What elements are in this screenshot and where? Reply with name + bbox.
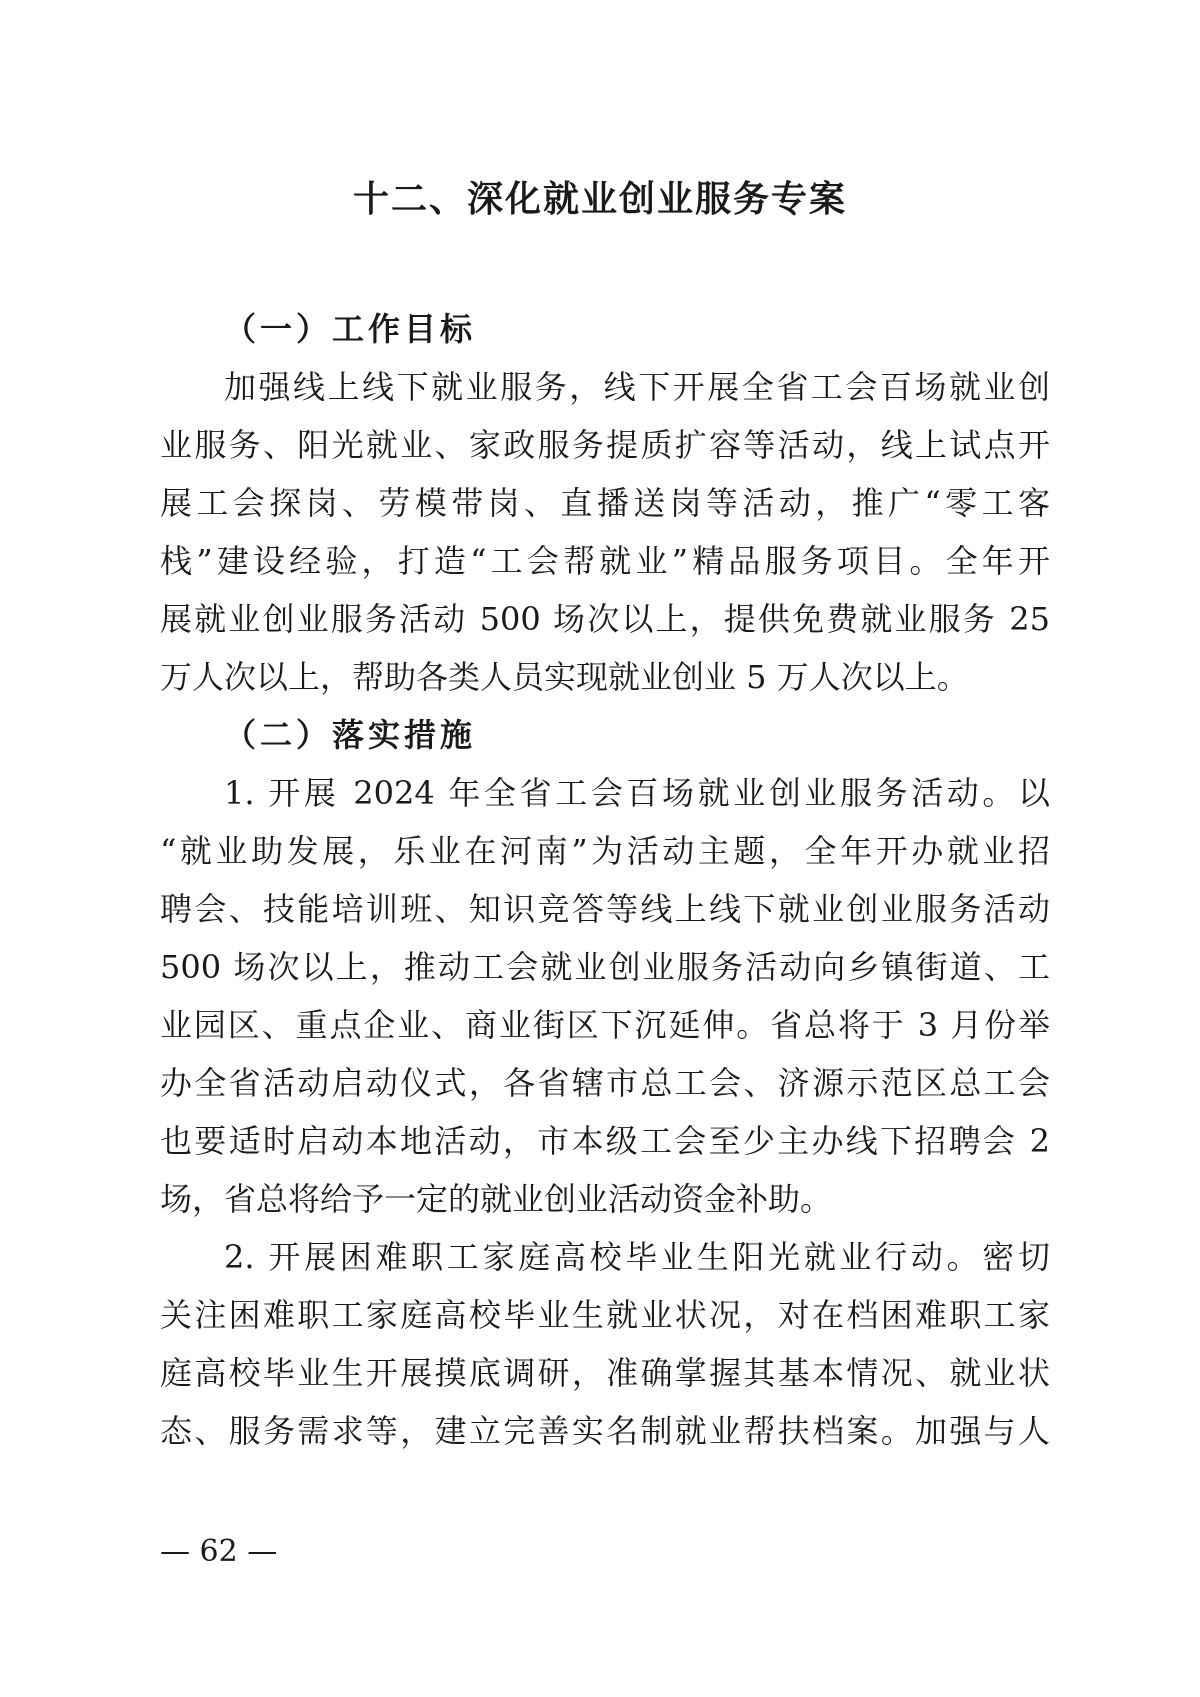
paragraph-line: 办全省活动启动仪式，各省辖市总工会、济源示范区总工会 [160,1064,1050,1102]
document-body [160,300,1050,1460]
page-number: — 62 — [160,1534,278,1569]
paragraph-line: 态、服务需求等，建立完善实名制就业帮扶档案。加强与人 [160,1412,1050,1450]
paragraph-line: 也要适时启动本地活动，市本级工会至少主办线下招聘会 2 [160,1122,1050,1160]
paragraph-line: 业园区、重点企业、商业街区下沉延伸。省总将于 3 月份举 [160,1006,1050,1044]
paragraph-line: 2. 开展困难职工家庭高校毕业生阳光就业行动。密切 [224,1238,1050,1276]
paragraph-line: “就业助发展，乐业在河南”为活动主题，全年开办就业招 [160,832,1050,870]
page-title: 十二、深化就业创业服务专案 [352,179,847,220]
paragraph-line: 栈”建设经验，打造“工会帮就业”精品服务项目。全年开 [160,542,1050,580]
paragraph-line: 500 场次以上，推动工会就业创业服务活动向乡镇街道、工 [160,948,1050,986]
paragraph-line: 加强线上线下就业服务，线下开展全省工会百场就业创 [224,368,1050,406]
section-heading-measures: （二）落实措施 [224,716,477,754]
paragraph-line: 展工会探岗、劳模带岗、直播送岗等活动，推广“零工客 [160,484,1050,522]
paragraph-line: 1. 开展 2024 年全省工会百场就业创业服务活动。以 [224,774,1050,812]
paragraph-line: 万人次以上，帮助各类人员实现就业创业 5 万人次以上。 [160,658,969,696]
paragraph-line: 聘会、技能培训班、知识竞答等线上线下就业创业服务活动 [160,890,1050,928]
paragraph-line: 关注困难职工家庭高校毕业生就业状况，对在档困难职工家 [160,1296,1050,1334]
section-heading-goals: （一）工作目标 [224,310,477,348]
paragraph-line: 业服务、阳光就业、家政服务提质扩容等活动，线上试点开 [160,426,1050,464]
paragraph-line: 庭高校毕业生开展摸底调研，准确掌握其基本情况、就业状 [160,1354,1050,1392]
paragraph-line: 场，省总将给予一定的就业创业活动资金补助。 [160,1180,833,1218]
paragraph-line: 展就业创业服务活动 500 场次以上，提供免费就业服务 25 [160,600,1050,638]
